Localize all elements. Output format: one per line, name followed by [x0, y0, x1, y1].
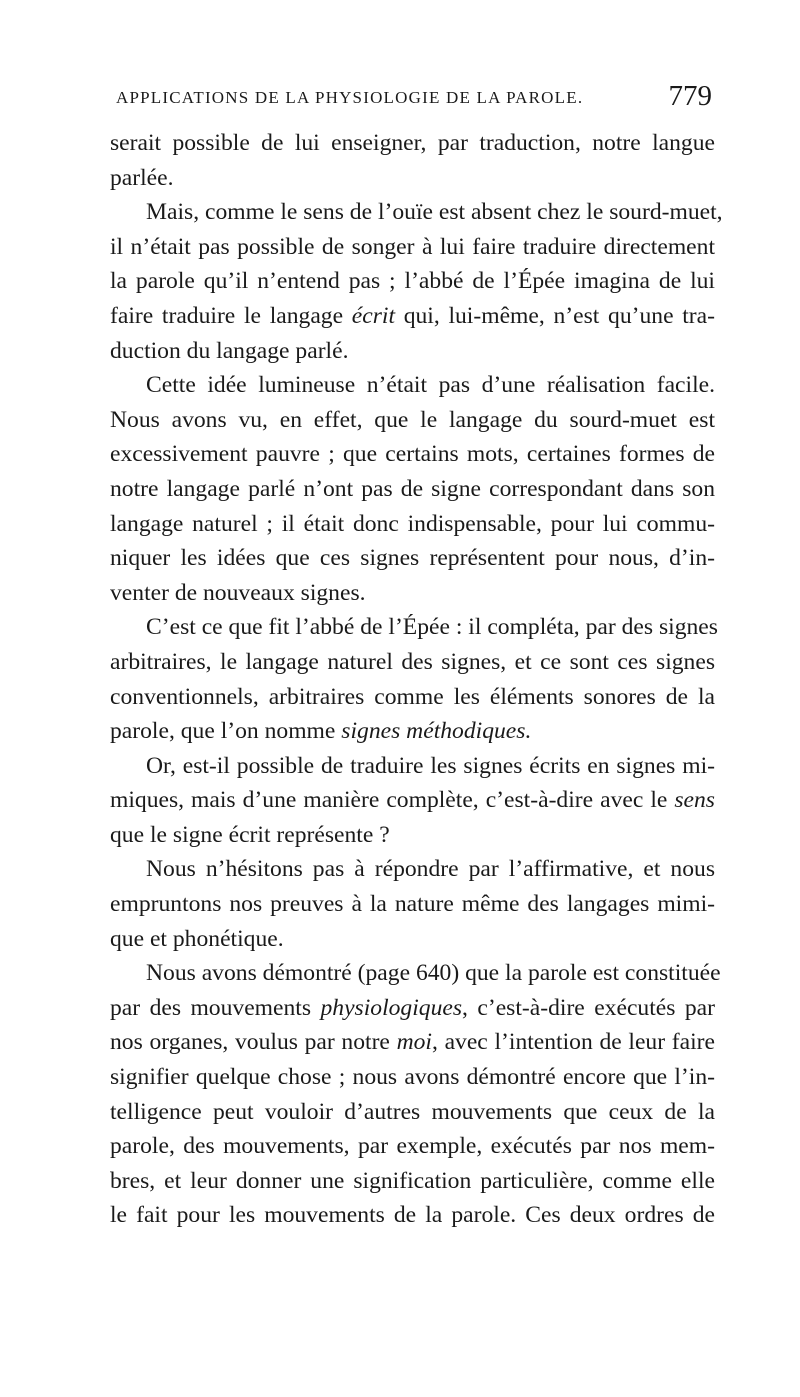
- text-segment: niquer les idées que ces signes représentent pour nous, d’in-: [110, 545, 715, 572]
- text-segment: la parole qu’il n’entend pas ; l’abbé de l’Épée imagina de lui: [110, 268, 715, 295]
- text-segment: le fait pour les mouvements de la parole. Ces deux ordres de: [110, 1202, 715, 1229]
- text-line: [110, 126, 715, 161]
- text-segment: nos organes, voulus par notre: [110, 1029, 397, 1056]
- text-line: [110, 403, 715, 438]
- text-line: [110, 1164, 715, 1199]
- text-segment: Nous n’hésitons pas à répondre par l’affirmative, et nous: [146, 856, 715, 883]
- text-line: [110, 1095, 715, 1130]
- text-line: [110, 1198, 715, 1233]
- text-line: [110, 161, 715, 196]
- text-line: [110, 922, 715, 957]
- text-segment: telligence peut vouloir d’autres mouvements que ceux de la: [110, 1098, 715, 1125]
- text-line: [110, 1060, 715, 1095]
- text-line: [110, 991, 715, 1026]
- text-segment: miques, mais d’une manière complète, c’est-à-dire avec le: [110, 787, 675, 814]
- text-segment: Nous avons démontré (page 640) que la parole est constituée: [146, 960, 721, 987]
- text-line: [110, 195, 723, 230]
- text-segment: Or, est-il possible de traduire les signes écrits en signes mi-: [146, 752, 715, 779]
- text-segment: notre langage parlé n’ont pas de signe correspondant dans son: [110, 475, 715, 502]
- text-line: [110, 1129, 715, 1164]
- text-segment: parole, que l’on nomme: [110, 718, 342, 745]
- text-segment: il n’était pas possible de songer à lui faire traduire directement: [110, 233, 715, 260]
- text-line: [110, 299, 715, 334]
- text-line: [110, 472, 715, 507]
- text-segment: parlée.: [110, 164, 174, 191]
- running-head: [116, 80, 712, 120]
- text-line: [110, 680, 715, 715]
- italic-text: sens: [674, 787, 715, 814]
- text-line: [110, 437, 715, 472]
- text-segment: langage naturel ; il était donc indispensable, pour lui commu-: [110, 510, 715, 537]
- text-line: [110, 818, 715, 853]
- text-segment: venter de nouveaux signes.: [110, 579, 366, 606]
- text-segment: , avec l’intention de leur faire: [431, 1029, 715, 1056]
- text-segment: arbitraires, le langage naturel des signes, et ce sont ces signes: [110, 648, 715, 675]
- text-line: [110, 749, 715, 784]
- text-line: [110, 783, 715, 818]
- text-segment: que et phonétique.: [110, 925, 284, 952]
- text-segment: excessivement pauvre ; que certains mots, certaines formes de: [110, 441, 715, 468]
- text-line: [110, 368, 715, 403]
- text-line: [110, 334, 715, 369]
- text-segment: qui, lui-même, n’est qu’une tra-: [395, 302, 715, 329]
- text-segment: que le signe écrit représente ?: [110, 821, 390, 848]
- text-segment: Cette idée lumineuse n’était pas d’une réalisation facile.: [146, 372, 715, 399]
- text-line: [110, 264, 715, 299]
- italic-text: écrit: [351, 302, 396, 329]
- italic-text: moi: [396, 1029, 432, 1056]
- text-segment: par des mouvements: [110, 994, 321, 1021]
- text-line: [110, 714, 715, 749]
- text-segment: Mais, comme le sens de l’ouïe est absent chez le sourd-muet,: [146, 199, 723, 226]
- text-segment: empruntons nos preuves à la nature même des langages mimi-: [110, 891, 715, 918]
- italic-text: physiologiques: [320, 994, 463, 1021]
- text-line: [110, 887, 715, 922]
- text-line: [110, 541, 715, 576]
- text-segment: , c’est-à-dire exécutés par: [462, 994, 715, 1021]
- text-line: [110, 956, 721, 991]
- text-segment: conventionnels, arbitraires comme les éléments sonores de la: [110, 683, 715, 710]
- text-segment: duction du langage parlé.: [110, 337, 349, 364]
- text-segment: Nous avons vu, en effet, que le langage du sourd-muet est: [110, 406, 715, 433]
- italic-text: signes méthodiques.: [341, 718, 532, 745]
- text-segment: faire traduire le langage: [110, 302, 352, 329]
- text-line: [110, 852, 715, 887]
- text-line: [110, 645, 715, 680]
- text-line: [110, 576, 715, 611]
- text-segment: serait possible de lui enseigner, par traduction, notre langue: [110, 130, 715, 156]
- text-segment: parole, des mouvements, par exemple, exécutés par nos mem-: [110, 1133, 715, 1160]
- text-segment: signifier quelque chose ; nous avons démontré encore que l’in-: [110, 1064, 715, 1091]
- text-line: [110, 610, 718, 645]
- text-segment: C’est ce que fit l’abbé de l’Épée : il compléta, par des signes: [146, 614, 718, 641]
- text-line: [110, 230, 715, 265]
- body-text: [110, 126, 723, 1233]
- text-line: [110, 1025, 715, 1060]
- text-line: [110, 507, 715, 542]
- page-number: 779: [668, 80, 712, 112]
- text-segment: bres, et leur donner une signification particulière, comme elle: [110, 1167, 715, 1194]
- running-title: APPLICATIONS DE LA PHYSIOLOGIE DE LA PAROLE.: [116, 88, 584, 107]
